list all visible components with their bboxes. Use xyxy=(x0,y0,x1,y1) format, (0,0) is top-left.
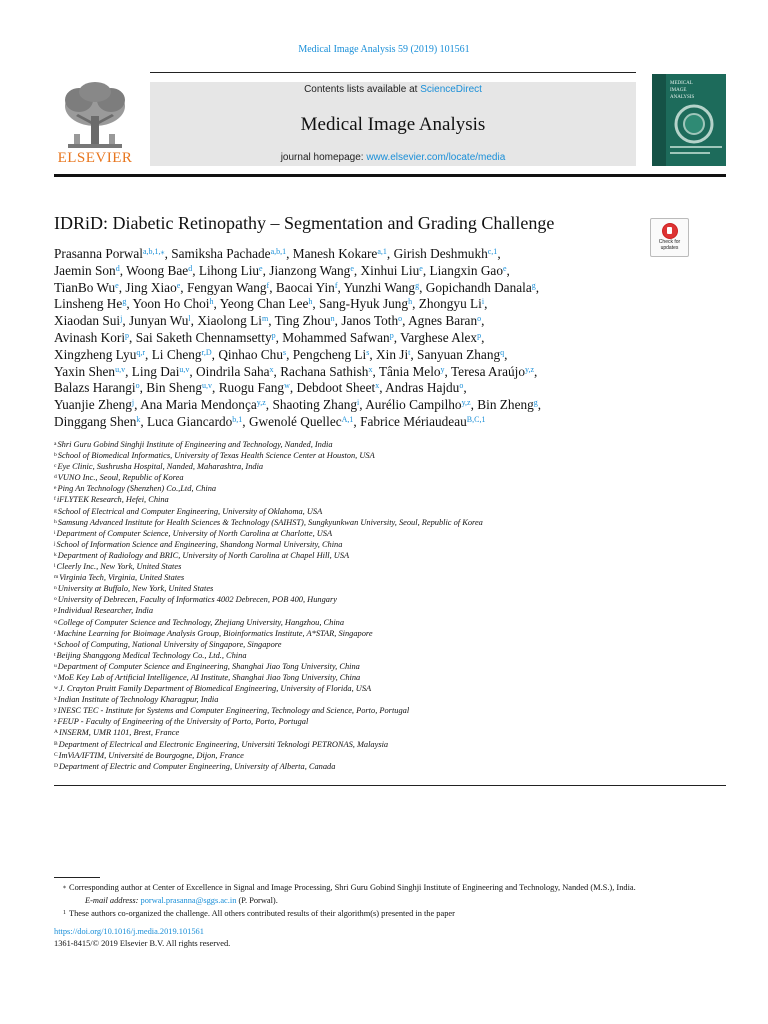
author-name[interactable]: Ana Maria Mendonça xyxy=(140,397,257,413)
author-affiliation-marks[interactable]: e xyxy=(419,263,423,273)
author-name[interactable]: Ting Zhou xyxy=(274,313,331,329)
author-affiliation-marks[interactable]: u,v xyxy=(115,364,126,374)
author-affiliation-marks[interactable]: j xyxy=(120,314,123,324)
affiliation-text: University of Debrecen, Faculty of Informatics 4002 Debrecen, POB 400, Hungary xyxy=(57,595,337,605)
author-affiliation-marks[interactable]: a,1 xyxy=(377,247,387,256)
affiliation-label: l xyxy=(54,563,56,570)
affiliation-item xyxy=(54,694,744,705)
affiliation-item xyxy=(54,617,744,628)
affiliation-text: Virginia Tech, Virginia, United States xyxy=(59,573,185,583)
affiliation-item xyxy=(54,739,744,750)
publisher-name: ELSEVIER xyxy=(57,150,133,166)
front-matter-rule xyxy=(54,785,726,786)
author-affiliation-marks[interactable]: y,z xyxy=(461,398,471,408)
affiliation-text: ImViA/IFTIM, Université de Bourgogne, Dijon, France xyxy=(58,750,244,760)
author-affiliation-marks[interactable]: e xyxy=(259,263,263,273)
author-line: Xiaodan Sui$^j$, Junyan Wu$^l$, Xiaolong Li$^m$, Ting Zhou$^n$, Janos Toth$^o$, Agnes Baran$^o$, xyxy=(54,313,485,329)
author-affiliation-marks[interactable]: u,v xyxy=(179,364,190,374)
affiliation-text: FEUP - Faculty of Engineering of the University of Porto, Porto, Portugal xyxy=(57,717,309,727)
author-name[interactable]: Bin Zheng xyxy=(477,397,534,413)
author-line: Yaxin Shen$^{u,v}$, Ling Dai$^{u,v}$, Oindrila Saha$^x$, Rachana Sathish$^x$, Tânia Melo$^y$, Teresa Araújo$^{y,z}$, xyxy=(54,363,538,379)
author-line: Balazs Harangi$^o$, Bin Sheng$^{u,v}$, Ruogu Fang$^w$, Debdoot Sheet$^x$, Andras Hajdu$^o$, xyxy=(54,380,467,396)
author-affiliation-marks[interactable]: y xyxy=(440,364,445,374)
email-footnote: E-mail address: porwal.prasanna@sggs.ac.in (P. Porwal). xyxy=(85,895,278,905)
affiliation-label: j xyxy=(54,540,56,547)
author-affiliation-marks[interactable]: r,D xyxy=(201,347,212,357)
author-affiliation-marks[interactable]: g xyxy=(415,280,420,290)
affiliation-text: Cleerly Inc., New York, United States xyxy=(56,562,182,572)
article-title: IDRiD: Diabetic Retinopathy – Segmentation and Grading Challenge xyxy=(54,213,555,233)
affiliation-item xyxy=(54,517,744,528)
affiliation-label: z xyxy=(54,718,57,725)
author-name[interactable]: Balazs Harangi xyxy=(54,380,136,396)
footnote-rule xyxy=(54,877,100,878)
author-name[interactable]: Aurélio Campilho xyxy=(365,397,462,413)
affiliation-label: d xyxy=(54,474,57,481)
contents-availability: Contents lists available at ScienceDirect xyxy=(304,84,482,95)
author-name[interactable]: Fabrice Mériaudeau xyxy=(360,413,467,429)
author-affiliation-marks[interactable]: x xyxy=(269,364,274,374)
affiliation-text: Ping An Technology (Shenzhen) Co.,Ltd, China xyxy=(57,484,217,494)
affiliation-text: INESC TEC - Institute for Systems and Computer Engineering, Technology and Science, Porto, Portugal xyxy=(57,706,410,716)
author-name[interactable]: Liangxin Gao xyxy=(429,262,503,278)
author-name[interactable]: Lihong Liu xyxy=(198,262,260,278)
affiliation-label: C xyxy=(54,751,58,758)
author-affiliation-marks[interactable]: l xyxy=(188,314,191,324)
author-affiliation-marks[interactable]: a,b,1 xyxy=(270,247,287,256)
affiliation-item xyxy=(54,705,744,716)
affiliation-item xyxy=(54,506,744,517)
author-name[interactable]: Xin Ji xyxy=(376,346,409,362)
affiliation-text: Department of Electrical and Electronic Engineering, Universiti Teknologi PETRONAS, Malaysia xyxy=(58,739,389,749)
author-name[interactable]: Woong Bae xyxy=(126,262,189,278)
affiliation-label: B xyxy=(54,740,58,747)
affiliation-label: e xyxy=(54,485,57,492)
affiliation-text: J. Crayton Pruitt Family Department of Biomedical Engineering, University of Florida, USA xyxy=(58,684,372,694)
affiliation-label: A xyxy=(54,729,58,736)
affiliation-text: Department of Computer Science, University of North Carolina at Charlotte, USA xyxy=(56,528,333,538)
author-affiliation-marks[interactable]: a,b,1,⁎ xyxy=(143,247,165,256)
author-affiliation-marks[interactable]: o xyxy=(398,314,403,324)
affiliation-item xyxy=(54,483,744,494)
author-affiliation-marks[interactable]: A,1 xyxy=(341,414,354,424)
author-affiliation-marks[interactable]: x xyxy=(375,381,380,391)
journal-reference[interactable]: Medical Image Analysis 59 (2019) 101561 xyxy=(298,44,470,55)
affiliation-text: MoE Key Lab of Artificial Intelligence, AI Institute, Shanghai Jiao Tong University, China xyxy=(57,672,361,682)
author-affiliation-marks[interactable]: s xyxy=(366,347,370,357)
author-name[interactable]: Jianzong Wang xyxy=(269,262,351,278)
affiliation-label: g xyxy=(54,507,57,514)
author-name[interactable]: Sanyuan Zhang xyxy=(417,346,501,362)
affiliation-item xyxy=(54,727,744,738)
affiliation-text: Department of Computer Science and Engineering, Shanghai Jiao Tong University, China xyxy=(57,661,360,671)
author-name[interactable]: Xingzheng Lyu xyxy=(54,346,137,362)
affiliation-item xyxy=(54,650,744,661)
affiliation-item xyxy=(54,750,744,761)
affiliation-item xyxy=(54,528,744,539)
author-name[interactable]: Fengyan Wang xyxy=(186,279,267,295)
author-name[interactable]: Mohammed Safwan xyxy=(282,329,390,345)
author-line: Prasanna Porwal$^{a,b,1,⁎}$, Samiksha Pachade$^{a,b,1}$, Manesh Kokare$^{a,1}$, Girish Deshmukh$^{c,1}$, xyxy=(54,246,501,261)
author-line: Xingzheng Lyu$^{q,r}$, Li Cheng$^{r,D}$, Qinhao Chu$^s$, Pengcheng Li$^s$, Xin Ji$^t$, Sanyuan Zhang$^q$, xyxy=(54,346,508,362)
sciencedirect-link[interactable]: ScienceDirect xyxy=(420,84,482,95)
author-affiliation-marks[interactable]: f xyxy=(266,280,270,290)
affiliation-text: Shri Guru Gobind Singhji Institute of Engineering and Technology, Nanded, India xyxy=(57,440,333,449)
author-affiliation-marks[interactable]: p xyxy=(271,330,276,340)
author-affiliation-marks[interactable]: b,1 xyxy=(232,414,243,424)
author-name[interactable]: Zhongyu Li xyxy=(418,296,482,312)
affiliation-text: VUNO Inc., Seoul, Republic of Korea xyxy=(57,473,184,483)
affiliation-item xyxy=(54,461,744,472)
author-name[interactable]: Yuanjie Zheng xyxy=(54,397,132,413)
author-name[interactable]: Sai Saketh Chennamsetty xyxy=(135,329,272,345)
author-name[interactable]: Avinash Kori xyxy=(54,329,126,345)
author-affiliation-marks[interactable]: e xyxy=(350,263,354,273)
affiliation-item xyxy=(54,550,744,561)
affiliation-label: p xyxy=(54,607,57,614)
author-name[interactable]: Luca Giancardo xyxy=(147,413,233,429)
affiliation-text: Indian Institute of Technology Kharagpur, India xyxy=(57,695,219,705)
author-affiliation-marks[interactable]: h xyxy=(408,297,413,307)
affiliation-item xyxy=(54,639,744,650)
affiliation-label: f xyxy=(54,496,56,503)
author-line: Yuanjie Zheng$^j$, Ana Maria Mendonça$^{y,z}$, Shaoting Zhang$^i$, Aurélio Campilho$^{y,z}$, Bin Zheng$^g$, xyxy=(54,397,542,413)
contribution-footnote: $^1$ These authors co-organized the challenge. All others contributed results of their algorithm(s) presented in the paper xyxy=(63,909,455,918)
author-name[interactable]: Manesh Kokare xyxy=(292,246,378,261)
author-name[interactable]: Pengcheng Li xyxy=(292,346,367,362)
author-name[interactable]: Junyan Wu xyxy=(129,313,189,329)
journal-title: Medical Image Analysis xyxy=(300,114,486,135)
author-name[interactable]: Debdoot Sheet xyxy=(296,380,376,396)
author-name[interactable]: Girish Deshmukh xyxy=(393,246,488,261)
affiliation-label: v xyxy=(54,673,57,680)
affiliation-item xyxy=(54,594,744,605)
affiliation-label: x xyxy=(54,696,57,703)
author-name[interactable]: Samiksha Pachade xyxy=(171,246,271,261)
affiliation-label: i xyxy=(54,529,56,536)
author-affiliation-marks[interactable]: g xyxy=(531,280,536,290)
author-name[interactable]: Shaoting Zhang xyxy=(272,397,358,413)
corresponding-footnote: ⁎ Corresponding author at Center of Excellence in Signal and Image Processing, Shri Guru Gobind Singhji Institute of Engineering and Technology, Nanded (M.S.), India. xyxy=(63,883,636,892)
author-name[interactable]: Gopichandh Danala xyxy=(425,279,532,295)
author-affiliation-marks[interactable]: g xyxy=(533,398,538,408)
affiliation-text: Individual Researcher, India xyxy=(57,606,154,616)
author-affiliation-marks[interactable]: h xyxy=(209,297,214,307)
author-name[interactable]: Li Cheng xyxy=(151,346,202,362)
author-name[interactable]: Gwenolé Quellec xyxy=(248,413,342,429)
affiliation-text: University at Buffalo, New York, United States xyxy=(57,584,214,594)
affiliation-item xyxy=(54,672,744,683)
author-affiliation-marks[interactable]: p xyxy=(389,330,394,340)
author-name[interactable]: Tânia Melo xyxy=(378,363,441,379)
author-name[interactable]: Qinhao Chu xyxy=(218,346,283,362)
author-name[interactable]: Yaxin Shen xyxy=(54,363,116,379)
affiliation-label: y xyxy=(54,707,57,714)
email-link[interactable]: porwal.prasanna@sggs.ac.in xyxy=(140,895,237,905)
cover-title: MEDICAL IMAGE ANALYSIS xyxy=(670,81,695,100)
author-name[interactable]: Janos Toth xyxy=(341,313,399,329)
affiliation-item xyxy=(54,761,744,772)
affiliation-item xyxy=(54,572,744,583)
author-affiliation-marks[interactable]: B,C,1 xyxy=(466,414,486,424)
affiliation-item xyxy=(54,439,744,450)
affiliation-list xyxy=(54,439,744,772)
author-name[interactable]: Xiaodan Sui xyxy=(54,313,121,329)
author-affiliation-marks[interactable]: o xyxy=(477,314,482,324)
header-top-rule xyxy=(150,72,636,73)
homepage-link[interactable]: www.elsevier.com/locate/media xyxy=(366,152,506,163)
author-affiliation-marks[interactable]: s xyxy=(282,347,287,357)
author-name[interactable]: Prasanna Porwal xyxy=(54,246,143,261)
author-name[interactable]: Teresa Araújo xyxy=(450,363,525,379)
affiliation-label: h xyxy=(54,518,57,525)
affiliation-item xyxy=(54,472,744,483)
affiliation-label: r xyxy=(54,629,56,636)
affiliation-label: D xyxy=(54,762,58,769)
affiliation-item xyxy=(54,450,744,461)
affiliation-label: s xyxy=(54,640,57,647)
author-list xyxy=(54,246,744,431)
author-name[interactable]: Andras Hajdu xyxy=(385,380,460,396)
affiliation-text: Department of Radiology and BRIC, University of North Carolina at Chapel Hill, USA xyxy=(57,550,350,560)
affiliation-label: w xyxy=(54,685,58,692)
affiliation-text: Machine Learning for Bioimage Analysis Group, Bioinformatics Institute, A*STAR, Singapore xyxy=(56,628,373,638)
affiliation-label: c xyxy=(54,463,57,470)
affiliation-item xyxy=(54,583,744,594)
author-affiliation-marks[interactable]: x xyxy=(368,364,373,374)
affiliation-label: k xyxy=(54,551,57,558)
author-affiliation-marks[interactable]: t xyxy=(408,347,411,357)
affiliation-text: Samsung Advanced Institute for Health Sciences & Technology (SAIHST), Sungkyunkwan University, Seoul, Republic of Korea xyxy=(57,517,483,527)
author-affiliation-marks[interactable]: j xyxy=(131,398,135,408)
journal-cover-image xyxy=(652,74,726,166)
author-name[interactable]: Oindrila Saha xyxy=(196,363,270,379)
author-name[interactable]: TianBo Wu xyxy=(54,279,116,295)
affiliation-label: q xyxy=(54,618,57,625)
affiliation-text: Department of Electric and Computer Engineering, University of Alberta, Canada xyxy=(58,761,336,771)
affiliation-label: n xyxy=(54,585,57,592)
author-affiliation-marks[interactable]: m xyxy=(261,314,269,324)
author-affiliation-marks[interactable]: e xyxy=(115,280,119,290)
affiliation-label: o xyxy=(54,596,57,603)
affiliation-text: Eye Clinic, Sushrusha Hospital, Nanded, Maharashtra, India xyxy=(57,462,264,472)
author-line: Jaemin Son$^d$, Woong Bae$^d$, Lihong Liu$^e$, Jianzong Wang$^e$, Xinhui Liu$^e$, Liangxin Gao$^e$, xyxy=(54,262,510,278)
affiliation-item xyxy=(54,494,744,505)
author-name[interactable]: Jaemin Son xyxy=(54,262,116,278)
author-affiliation-marks[interactable]: c,1 xyxy=(487,247,498,256)
author-affiliation-marks[interactable]: i xyxy=(481,297,485,307)
affiliation-label: a xyxy=(54,441,57,447)
author-affiliation-marks[interactable]: e xyxy=(502,263,507,273)
author-affiliation-marks[interactable]: u,v xyxy=(202,381,213,391)
affiliation-label: b xyxy=(54,452,57,459)
cover-art-icon xyxy=(652,74,726,166)
author-affiliation-marks[interactable]: d xyxy=(188,263,193,273)
author-name[interactable]: Dinggang Shen xyxy=(54,413,137,429)
author-name[interactable]: Sang-Hyuk Jung xyxy=(319,296,409,312)
author-name[interactable]: Baocai Yin xyxy=(275,279,335,295)
author-affiliation-marks[interactable]: n xyxy=(330,314,335,324)
article-identifiers xyxy=(54,926,230,950)
author-name[interactable]: Bin Sheng xyxy=(146,380,203,396)
update-icon xyxy=(662,223,678,239)
affiliation-text: School of Computing, National University of Singapore, Singapore xyxy=(57,639,282,649)
affiliation-label: u xyxy=(54,662,57,669)
copyright-line: 1361-8415/© 2019 Elsevier B.V. All rights reserved. xyxy=(54,939,231,948)
header-rule xyxy=(54,174,726,177)
author-name[interactable]: Rachana Sathish xyxy=(280,363,369,379)
journal-banner xyxy=(150,82,636,166)
author-name[interactable]: Xinhui Liu xyxy=(360,262,420,278)
author-affiliation-marks[interactable]: w xyxy=(284,381,290,391)
author-affiliation-marks[interactable]: q,r xyxy=(136,347,146,357)
author-affiliation-marks[interactable]: p xyxy=(477,330,482,340)
affiliation-text: Beijing Shanggong Medical Technology Co., Ltd., China xyxy=(56,650,247,660)
affiliation-item xyxy=(54,661,744,672)
author-affiliation-marks[interactable]: d xyxy=(115,263,120,273)
affiliation-item xyxy=(54,561,744,572)
author-affiliation-marks[interactable]: k xyxy=(136,414,141,424)
author-affiliation-marks[interactable]: g xyxy=(122,297,127,307)
author-name[interactable]: Agnes Baran xyxy=(408,313,478,329)
author-line: Linsheng He$^g$, Yoon Ho Choi$^h$, Yeong Chan Lee$^h$, Sang-Hyuk Jung$^h$, Zhongyu Li$^i$, xyxy=(54,296,488,312)
author-name[interactable]: Yeong Chan Lee xyxy=(219,296,309,312)
author-affiliation-marks[interactable]: p xyxy=(125,330,130,340)
affiliation-item xyxy=(54,683,744,694)
affiliation-text: School of Information Science and Engineering, Shandong Normal University, China xyxy=(56,539,343,549)
affiliation-item xyxy=(54,605,744,616)
affiliation-text: INSERM, UMR 1101, Brest, France xyxy=(58,728,180,738)
author-affiliation-marks[interactable]: o xyxy=(135,381,140,391)
affiliation-text: School of Electrical and Computer Engineering, University of Oklahoma, USA xyxy=(57,506,323,516)
author-affiliation-marks[interactable]: q xyxy=(500,347,505,357)
author-name[interactable]: Yunzhi Wang xyxy=(343,279,416,295)
author-affiliation-marks[interactable]: e xyxy=(176,280,181,290)
affiliation-item xyxy=(54,716,744,727)
affiliation-label: m xyxy=(54,574,59,581)
affiliation-label: t xyxy=(54,651,56,658)
author-name[interactable]: Yoon Ho Choi xyxy=(132,296,210,312)
author-name[interactable]: Linsheng He xyxy=(54,296,123,312)
author-line: Dinggang Shen$^k$, Luca Giancardo$^{b,1}$, Gwenolé Quellec$^{A,1}$, Fabrice Mériaudeau$^{B,C,1}$ xyxy=(54,413,486,429)
elsevier-logo xyxy=(54,80,136,168)
affiliation-text: iFLYTEK Research, Hefei, China xyxy=(56,495,169,505)
author-affiliation-marks[interactable]: y,z xyxy=(524,364,535,374)
author-name[interactable]: Ling Dai xyxy=(131,363,180,379)
affiliation-item xyxy=(54,539,744,550)
author-name[interactable]: Varghese Alex xyxy=(400,329,478,345)
author-line: Avinash Kori$^p$, Sai Saketh Chennamsetty$^p$, Mohammed Safwan$^p$, Varghese Alex$^p$, xyxy=(54,329,485,345)
author-affiliation-marks[interactable]: f xyxy=(334,280,338,290)
author-affiliation-marks[interactable]: y,z xyxy=(256,398,266,408)
author-affiliation-marks[interactable]: o xyxy=(459,381,464,391)
affiliation-text: College of Computer Science and Technology, Zhejiang University, Hangzhou, China xyxy=(57,617,345,627)
journal-homepage: journal homepage: www.elsevier.com/locate/media xyxy=(280,152,506,163)
author-name[interactable]: Jing Xiao xyxy=(125,279,177,295)
affiliation-text: School of Biomedical Informatics, University of Texas Health Science Center at Houston, USA xyxy=(57,451,375,461)
footnotes xyxy=(54,881,744,921)
author-name[interactable]: Xiaolong Li xyxy=(197,313,262,329)
author-affiliation-marks[interactable]: i xyxy=(357,398,360,408)
author-affiliation-marks[interactable]: h xyxy=(308,297,313,307)
doi-link[interactable]: https://doi.org/10.1016/j.media.2019.101561 xyxy=(54,927,204,936)
author-name[interactable]: Ruogu Fang xyxy=(218,380,285,396)
check-updates-label: Check for updates xyxy=(658,239,681,251)
affiliation-item xyxy=(54,628,744,639)
author-line: TianBo Wu$^e$, Jing Xiao$^e$, Fengyan Wang$^f$, Baocai Yin$^f$, Yunzhi Wang$^g$, Gopichandh Danala$^g$, xyxy=(54,279,540,295)
